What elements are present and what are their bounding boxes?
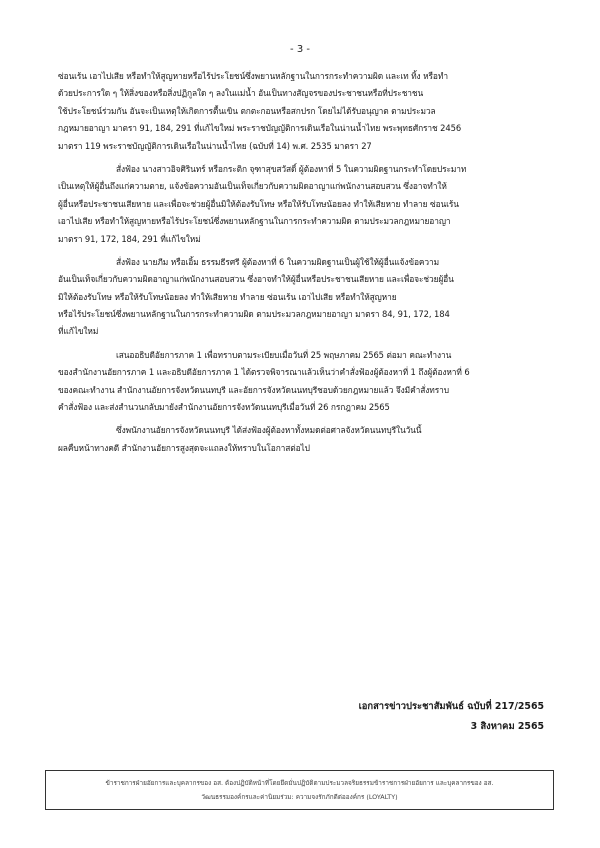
text-line: มิให้ต้องรับโทษ หรือให้รับโทษน้อยลง ทำให้เสียหาย ทำลาย ซ่อนเร้น เอาไปเสีย หรือทำให้สูญหาย bbox=[58, 291, 397, 302]
text-line: ด้วยประการใด ๆ ให้สิ่งของหรือสิ่งปฏิกูลใด ๆ ลงในแม่น้ำ อันเป็นทางสัญจรของประชาชนหรือที่ประชาชน bbox=[58, 88, 424, 99]
text-line: เป็นเหตุให้ผู้อื่นถึงแก่ความตาย, แจ้งข้อความอันเป็นเท็จเกี่ยวกับความผิดอาญาแก่พนักงานสอบสวน ซึ่งอาจทำให้ bbox=[58, 181, 447, 192]
text-line: หรือไร้ประโยชน์ซึ่งพยานหลักฐานในการกระทำความผิด ตามประมวลกฎหมายอาญา มาตรา 84, 91, 172, 184 bbox=[58, 309, 450, 320]
text-line: ซ่อนเร้น เอาไปเสีย หรือทำให้สูญหายหรือไร้ประโยชน์ซึ่งพยานหลักฐานในการกระทำความผิด และเท ทิ้ง หรือทำ bbox=[58, 71, 448, 81]
press-release-body bbox=[58, 68, 544, 463]
text-line: ของคณะทำงาน สำนักงานอัยการจังหวัดนนทบุรี และอัยการจังหวัดนนทบุรีชอบด้วยกฎหมายแล้ว จึงมีคำสั่งทราบ bbox=[58, 384, 449, 395]
paragraph-3 bbox=[58, 254, 544, 341]
text-line: สั่งฟ้อง นางสาวอิจศิรินทร์ หรือกระติก จุฑาสุขสวัสดิ์ ผู้ต้องหาที่ 5 ในความผิดฐานกระทำโดยประมาท bbox=[116, 163, 467, 174]
text-line: มาตรา 119 พระราชบัญญัติการเดินเรือในน่านน้ำไทย (ฉบับที่ 14) พ.ศ. 2535 มาตรา 27 bbox=[58, 140, 372, 151]
paragraph-1 bbox=[58, 68, 544, 155]
text-line: คำสั่งฟ้อง และส่งสำนวนกลับมายังสำนักงานอัยการจังหวัดนนทบุรีเมื่อวันที่ 26 กรกฎาคม 2565 bbox=[58, 402, 390, 413]
footer-ethics-line: ข้าราชการฝ่ายอัยการและบุคลากรของ อส. ต้องปฏิบัติหน้าที่โดยยึดมั่นปฏิบัติตามประมวลจริยธรรมข้าราชการฝ่ายอัยการ และบุคลากรของ อส. bbox=[105, 779, 494, 787]
text-line: เอาไปเสีย หรือทำให้สูญหายหรือไร้ประโยชน์ซึ่งพยานหลักฐานในการกระทำความผิด ตามประมวลกฎหมายอาญา bbox=[58, 216, 451, 227]
paragraph-4 bbox=[58, 347, 544, 417]
text-line: ซึ่งพนักงานอัยการจังหวัดนนทบุรี ได้ส่งฟ้องผู้ต้องหาทั้งหมดต่อศาลจังหวัดนนทบุรีในวันนี้ bbox=[116, 425, 422, 436]
footer-culture-line: วัฒนธรรมองค์กรและค่านิยมร่วม: ความจงรักภักดีต่อองค์กร (LOYALTY) bbox=[201, 793, 398, 801]
release-date: 3 สิงหาคม 2565 bbox=[470, 721, 544, 732]
page-number: - 3 - bbox=[290, 44, 310, 55]
text-line: มาตรา 91, 172, 184, 291 ที่แก้ไขใหม่ bbox=[58, 233, 201, 244]
text-line: อันเป็นเท็จเกี่ยวกับความผิดอาญาแก่พนักงานสอบสวน ซึ่งอาจทำให้ผู้อื่นหรือประชาชนเสียหาย และเพื่อจะช่วยผู้อื่น bbox=[58, 274, 454, 285]
text-line: ผลคืบหน้าทางคดี สำนักงานอัยการสูงสุดจะแถลงให้ทราบในโอกาสต่อไป bbox=[58, 442, 310, 453]
signoff bbox=[359, 697, 544, 737]
text-line: เสนออธิบดีอัยการภาค 1 เพื่อทราบตามระเบียบเมื่อวันที่ 25 พฤษภาคม 2565 ต่อมา คณะทำงาน bbox=[116, 349, 452, 360]
text-line: ผู้อื่นหรือประชาชนเสียหาย และเพื่อจะช่วยผู้อื่นมิให้ต้องรับโทษ หรือให้รับโทษน้อยลง ทำให้เสียหาย ทำลาย ซ่อนเร้น bbox=[58, 198, 459, 209]
text-line: ที่แก้ไขใหม่ bbox=[58, 326, 99, 337]
document-reference: เอกสารข่าวประชาสัมพันธ์ ฉบับที่ 217/2565 bbox=[358, 701, 544, 712]
text-line: ใช้ประโยชน์ร่วมกัน อันจะเป็นเหตุให้เกิดการตื้นเขิน ตกตะกอนหรือสกปรก โดยไม่ได้รับอนุญาต ตามประมวล bbox=[58, 105, 436, 116]
text-line: กฎหมายอาญา มาตรา 91, 184, 291 ที่แก้ไขใหม่ พระราชบัญญัติการเดินเรือในน่านน้ำไทย พระพุทธศักราช 2456 bbox=[58, 123, 462, 134]
paragraph-2 bbox=[58, 161, 544, 248]
text-line: สั่งฟ้อง นายภีม หรือเอิ้ม ธรรมธีรศรี ผู้ต้องหาที่ 6 ในความผิดฐานเป็นผู้ใช้ให้ผู้อื่นแจ้งข้อความ bbox=[116, 256, 440, 267]
footer-box bbox=[45, 770, 554, 810]
text-line: ของสำนักงานอัยการภาค 1 และอธิบดีอัยการภาค 1 ได้ตรวจพิจารณาแล้วเห็นว่าคำสั่งฟ้องผู้ต้องหาที่ 1 ถึงผู้ต้องหาที่ 6 bbox=[58, 367, 470, 378]
paragraph-5 bbox=[58, 422, 544, 457]
